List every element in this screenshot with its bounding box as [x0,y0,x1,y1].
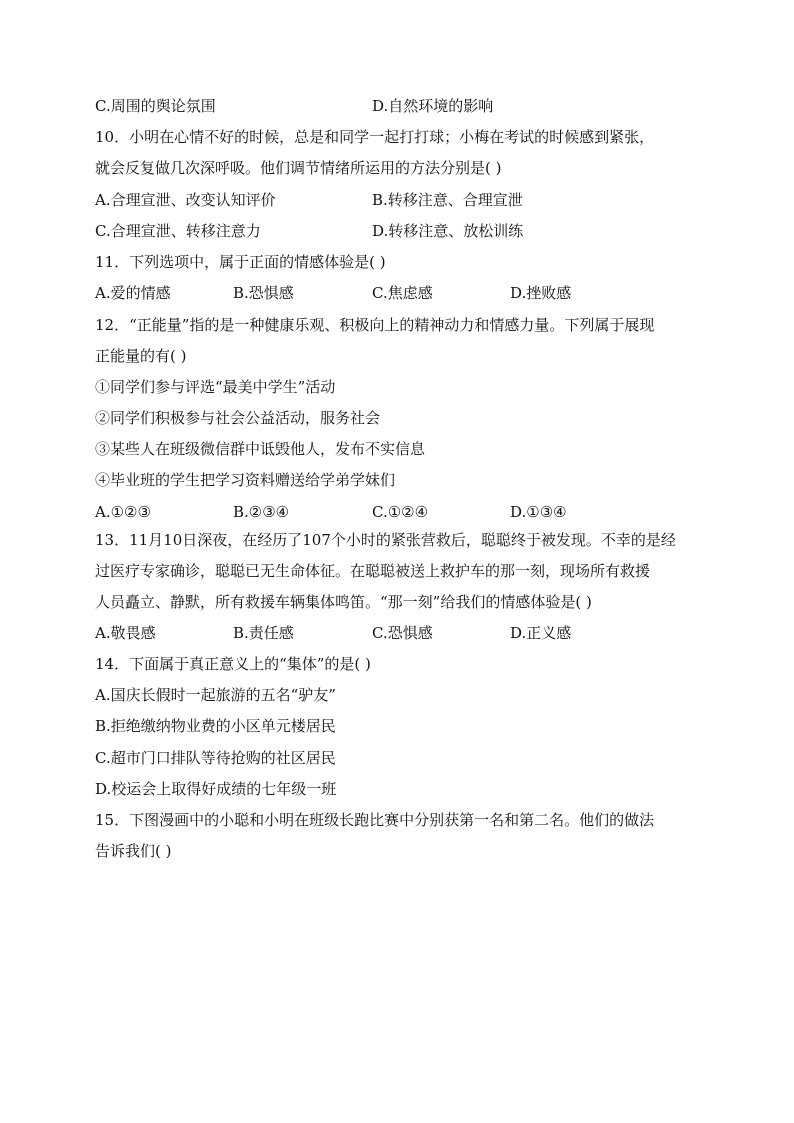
q15-stem-line2: 告诉我们( ) [95,842,172,860]
q12-statement-4: ④毕业班的学生把学习资料赠送给学弟学妹们 [95,471,396,489]
q13-option-b: B.责任感 [233,624,294,642]
q15-stem-line1: 15．下图漫画中的小聪和小明在班级长跑比赛中分别获第一名和第二名。他们的做法 [95,811,655,829]
q13-option-c: C.恐惧感 [372,624,433,642]
q11-option-b: B.恐惧感 [233,284,294,302]
q11-stem: 11．下列选项中，属于正面的情感体验是( ) [95,253,386,271]
q9-option-d: D.自然环境的影响 [372,97,494,115]
q13-option-a: A.敬畏感 [95,624,156,642]
q12-option-c: C.①②④ [372,503,429,521]
q13-stem-line3: 人员矗立、静默，所有救援车辆集体鸣笛。“那一刻”给我们的情感体验是( ) [95,593,592,611]
q13-stem-line2: 过医疗专家确诊，聪聪已无生命体征。在聪聪被送上救护车的那一刻，现场所有救援 [95,562,651,580]
q11-option-d: D.挫败感 [510,284,572,302]
q14-option-d: D.校运会上取得好成绩的七年级一班 [95,780,337,798]
q10-stem-line2: 就会反复做几次深呼吸。他们调节情绪所运用的方法分别是( ) [95,159,502,177]
q12-option-d: D.①③④ [510,503,567,521]
q10-option-c: C.合理宣泄、转移注意力 [95,222,261,240]
q10-option-d: D.转移注意、放松训练 [372,222,524,240]
q12-option-b: B.②③④ [233,503,290,521]
q10-option-a: A.合理宣泄、改变认知评价 [95,191,276,209]
q12-stem-line1: 12．“正能量”指的是一种健康乐观、积极向上的精神动力和情感力量。下列属于展现 [95,316,655,334]
q12-statement-2: ②同学们积极参与社会公益活动，服务社会 [95,409,381,427]
q12-statement-1: ①同学们参与评选“最美中学生”活动 [95,378,336,396]
q11-option-a: A.爱的情感 [95,284,171,302]
q14-option-c: C.超市门口排队等待抢购的社区居民 [95,749,336,767]
q12-statement-3: ③某些人在班级微信群中诋毁他人，发布不实信息 [95,440,426,458]
q14-stem: 14．下面属于真正意义上的“集体”的是( ) [95,655,371,673]
q12-stem-line2: 正能量的有( ) [95,347,187,365]
q14-option-b: B.拒绝缴纳物业费的小区单元楼居民 [95,717,336,735]
q14-option-a: A.国庆长假时一起旅游的五名“驴友” [95,686,336,704]
q11-option-c: C.焦虑感 [372,284,433,302]
q10-option-b: B.转移注意、合理宣泄 [372,191,523,209]
q10-stem-line1: 10．小明在心情不好的时候，总是和同学一起打打球；小梅在考试的时候感到紧张， [95,128,655,146]
q13-stem-line1: 13．11月10日深夜，在经历了107个小时的紧张营救后，聪聪终于被发现。不幸的是经 [95,531,676,549]
q12-option-a: A.①②③ [95,503,151,521]
q13-option-d: D.正义感 [510,624,572,642]
q9-option-c: C.周围的舆论氛围 [95,97,216,115]
